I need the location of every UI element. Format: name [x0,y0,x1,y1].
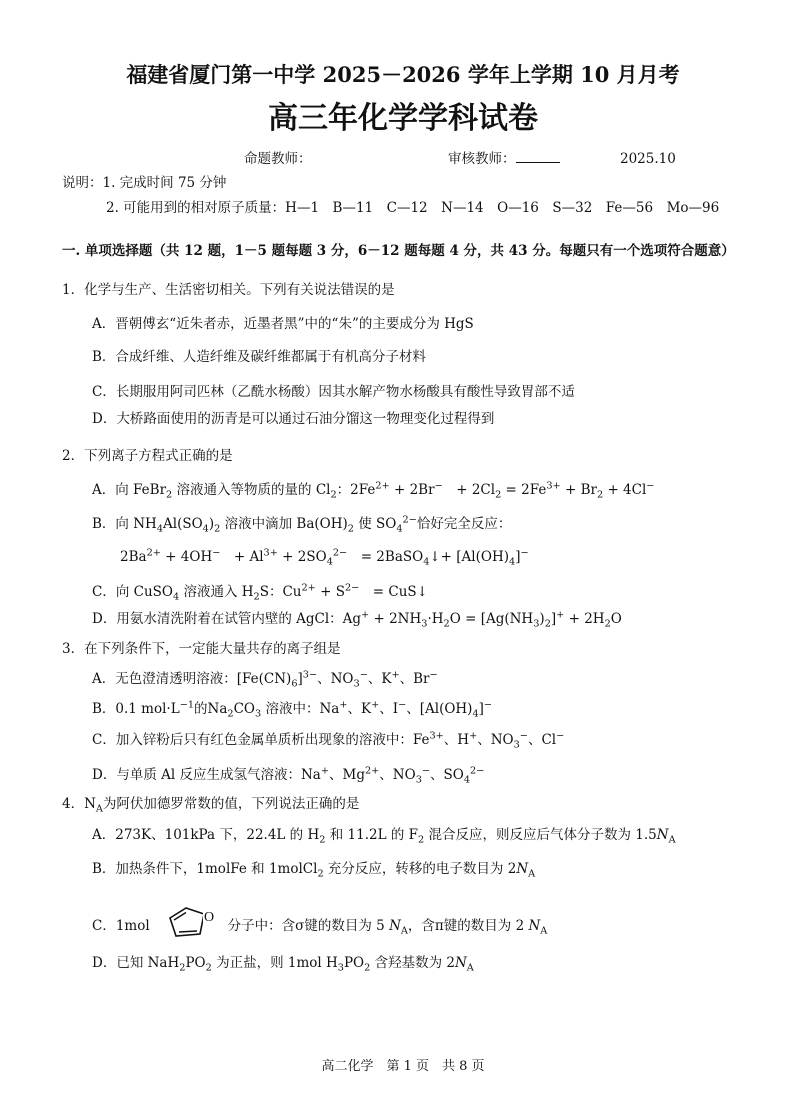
exam-subtitle: 高三年化学学科试卷 [268,101,538,136]
reviewer-field [448,150,560,168]
q2-option-d: D．用氨水清洗附着在试管内壁的 AgCl：$Ag^+ + 2NH_3\cdot H_2O = [Ag(NH_3)_2]^+ + 2H_2O$ [92,609,622,630]
q4-option-b: B．加热条件下，1molFe 和 1molCl$_2$ 充分反应，转移的电子数目为 $2N_A$ [92,861,536,880]
setter-label: 命题教师： [244,151,312,167]
q3-option-b: B．0.1 $mol\cdot L^{-1}$的$Na_2CO_3$ 溶液中：Na+、K+、I−、$[Al(OH)_4]^-$ [92,699,493,720]
page-footer: 高二化学 第 1 页 共 8 页 [321,1059,485,1074]
reviewer-blank [516,150,560,163]
q2-option-b-equation: $2Ba^{2+} + 4OH^-$ + $Al^{3+} + 2SO_4^{2-}$ = 2BaSO$_4$↓+ $[Al(OH)_4]^-$ [120,547,529,568]
note-1: 1. 完成时间 75 分钟 [102,175,227,191]
q2-stem: 2．下列离子方程式正确的是 [62,448,233,464]
q3-option-a: A．无色澄清透明溶液：$[Fe(CN)_6]^{3-}$、$NO_3^-$、K+、Br− [92,669,438,690]
q2-option-b: B．向 $NH_4Al(SO_4)_2$ 溶液中滴加 $Ba(OH)_2$ 使 $SO_4^{2-}$恰好完全反应： [92,514,512,535]
q1-stem: 1．化学与生产、生活密切相关。下列有关说法错误的是 [62,282,395,298]
q2-option-a: A．向 FeBr$_2$ 溶液通入等物质的量的 $Cl_2$：$2Fe^{2+} + 2Br^-$ + $2Cl_2 = 2Fe^{3+} + Br_2 + 4Cl^-$ [92,480,655,501]
q3-stem: 3．在下列条件下，一定能大量共存的离子组是 [62,641,341,657]
q1-option-a: A．晋朝傅玄“近朱者赤，近墨者黑”中的“朱”的主要成分为 HgS [92,316,474,332]
note-2: 2. 可能用到的相对原子质量：H—1 B—11 C—12 N—14 O—16 S—32 Fe—56 Mo—96 [106,200,720,216]
q4-stem: 4．$N_A$为阿伏加德罗常数的值，下列说法正确的是 [62,796,360,815]
section-heading: 一. 单项选择题（共 12 题，1－5 题每题 3 分，6－12 题每题 4 分，共 43 分。每题只有一个选项符合题意） [62,243,735,259]
svg-text:O: O [203,910,214,925]
exam-date: 2025.10 [620,151,676,167]
q1-option-c: C．长期服用阿司匹林（乙酰水杨酸）因其水解产物水杨酸具有酸性导致胃部不适 [92,384,575,400]
q3-option-c: C．加入锌粉后只有红色金属单质析出现象的溶液中：$Fe^{3+}$、H+、$NO_3^-$、Cl− [92,730,565,751]
q4-option-a: A．273K、101kPa 下，22.4L 的 $H_2$ 和 11.2L 的 $F_2$ 混合反应，则反应后气体分子数为 $1.5N_A$ [92,827,676,846]
q3-option-d: D．与单质 Al 反应生成氢气溶液：Na+、$Mg^{2+}$、$NO_3^-$、$SO_4^{2-}$ [92,765,485,786]
q1-option-b: B．合成纤维、人造纤维及碳纤维都属于有机高分子材料 [92,349,426,365]
notes-line-1 [62,174,226,192]
furan-structure-image [160,902,222,951]
q1-option-d: D．大桥路面使用的沥青是可以通过石油分馏这一物理变化过程得到 [92,411,495,427]
exam-title: 福建省厦门第一中学 2025－2026 学年上学期 10 月月考 [126,62,680,87]
q4-option-d: D．已知 $NaH_2PO_2$ 为正盐，则 1mol $H_3PO_2$ 含羟基数为 $2N_A$ [92,955,474,974]
q4-option-c: C．1mol O 分子中：含σ键的数目为 5 $N_A$，含π键的数目为 2 $N_A$ [92,902,547,951]
reviewer-label: 审核教师： [448,151,516,167]
q2-option-c: C．向 CuSO$_4$ 溶液通入 $H_2S$：$Cu^{2+} + S^{2-}$ = CuS↓ [92,582,428,603]
notes-label: 说明： [62,175,103,191]
